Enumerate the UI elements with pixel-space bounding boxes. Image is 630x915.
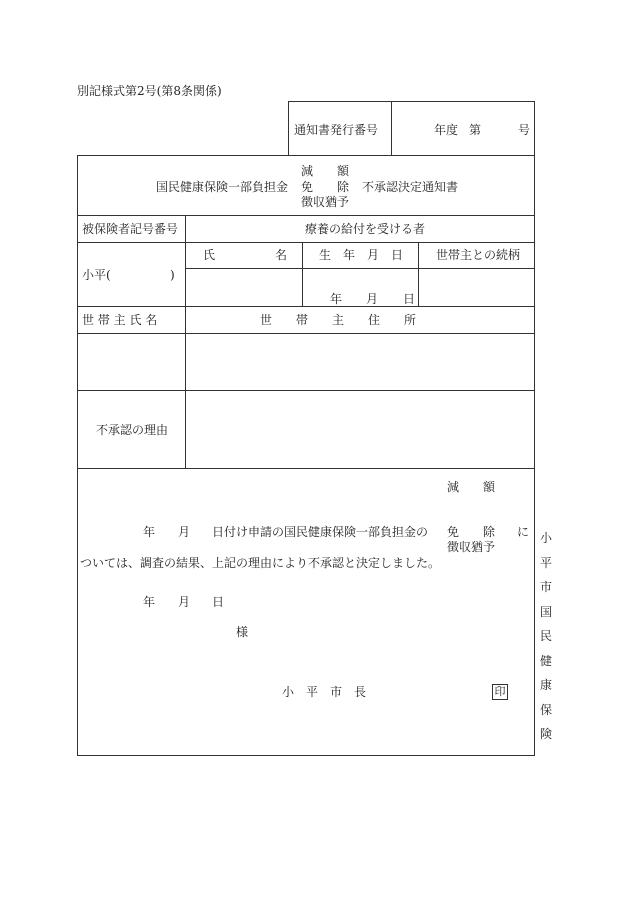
- address-label: 世 帯 主 住 所: [260, 313, 417, 327]
- side-char: 健: [539, 653, 552, 668]
- col-birth-date: 生 年 月 日: [319, 248, 404, 262]
- body-option-reduce: 減 額: [447, 480, 496, 494]
- title-option-defer: 徴収猶予: [301, 195, 350, 209]
- notice-box-left-border: [288, 101, 289, 156]
- notice-year: 年度: [434, 123, 459, 137]
- col-name-1: 氏: [203, 248, 216, 262]
- frame-left-border: [77, 155, 78, 756]
- insured-number-label: 被保険者記号番号: [82, 222, 179, 236]
- col-line-label: [185, 215, 186, 469]
- birth-month: 月: [366, 292, 379, 306]
- mayor-title: 小 平 市 長: [282, 685, 367, 699]
- householder-label: 世 帯 主 氏 名: [82, 313, 158, 327]
- frame-top-border: [77, 155, 535, 156]
- notice-dai: 第: [469, 123, 482, 137]
- body-date-month: 月: [178, 525, 191, 539]
- kodaira-suffix: ): [170, 268, 175, 282]
- frame-right-border: [534, 101, 535, 756]
- side-char: 小: [539, 531, 552, 545]
- birth-year: 年: [330, 292, 343, 306]
- row-line-1: [77, 215, 535, 216]
- body-date-year: 年: [143, 525, 156, 539]
- issue-day: 日: [212, 595, 225, 609]
- title-option-exempt: 免 除: [301, 180, 350, 194]
- side-char: 保: [539, 702, 552, 717]
- title-option-reduce: 減 額: [301, 164, 350, 178]
- frame-bottom-border: [77, 755, 535, 756]
- row-line-5: [77, 333, 535, 334]
- notice-box-top-border: [288, 101, 535, 102]
- notice-go: 号: [518, 123, 531, 137]
- issue-year: 年: [143, 595, 156, 609]
- addressee-sama: 様: [236, 625, 249, 639]
- col-line-name: [302, 242, 303, 307]
- row-line-7: [77, 468, 535, 469]
- side-label-kodaira-nhi: [536, 526, 556, 747]
- body-option-defer: 徴収猶予: [447, 540, 496, 554]
- notice-number-label: 通知書発行番号: [294, 123, 379, 137]
- row-line-2: [77, 242, 535, 243]
- title-suffix: 不承認決定通知書: [362, 180, 459, 194]
- kodaira-prefix: 小平(: [82, 268, 111, 282]
- recipient-header: 療養の給付を受ける者: [305, 222, 426, 236]
- body-ni: に: [517, 525, 530, 539]
- issue-month: 月: [178, 595, 191, 609]
- row-line-6: [77, 390, 535, 391]
- notice-box-divider: [391, 101, 392, 156]
- title-prefix: 国民健康保険一部負担金: [156, 180, 289, 194]
- body-date-day-text: 日付け申請の国民健康保険一部負担金の: [212, 525, 429, 539]
- col-relation: 世帯主との続柄: [436, 248, 521, 262]
- row-line-4: [77, 306, 535, 307]
- form-id: 別記様式第2号(第8条関係): [77, 84, 222, 98]
- side-char: 康: [539, 678, 552, 692]
- side-char: 国: [539, 604, 552, 619]
- col-line-birth: [418, 242, 419, 307]
- body-line-2: ついては、調査の結果、上記の理由により不承認と決定しました。: [80, 556, 441, 570]
- birth-day: 日: [403, 292, 416, 306]
- side-char: 険: [539, 727, 552, 741]
- body-option-exempt: 免 除: [447, 525, 496, 539]
- reason-label: 不承認の理由: [96, 423, 169, 437]
- seal-mark: 印: [492, 684, 508, 700]
- col-name-2: 名: [275, 248, 288, 262]
- row-line-3: [185, 268, 535, 269]
- side-char: 市: [539, 580, 552, 594]
- side-char: 平: [539, 555, 552, 570]
- side-char: 民: [539, 629, 552, 643]
